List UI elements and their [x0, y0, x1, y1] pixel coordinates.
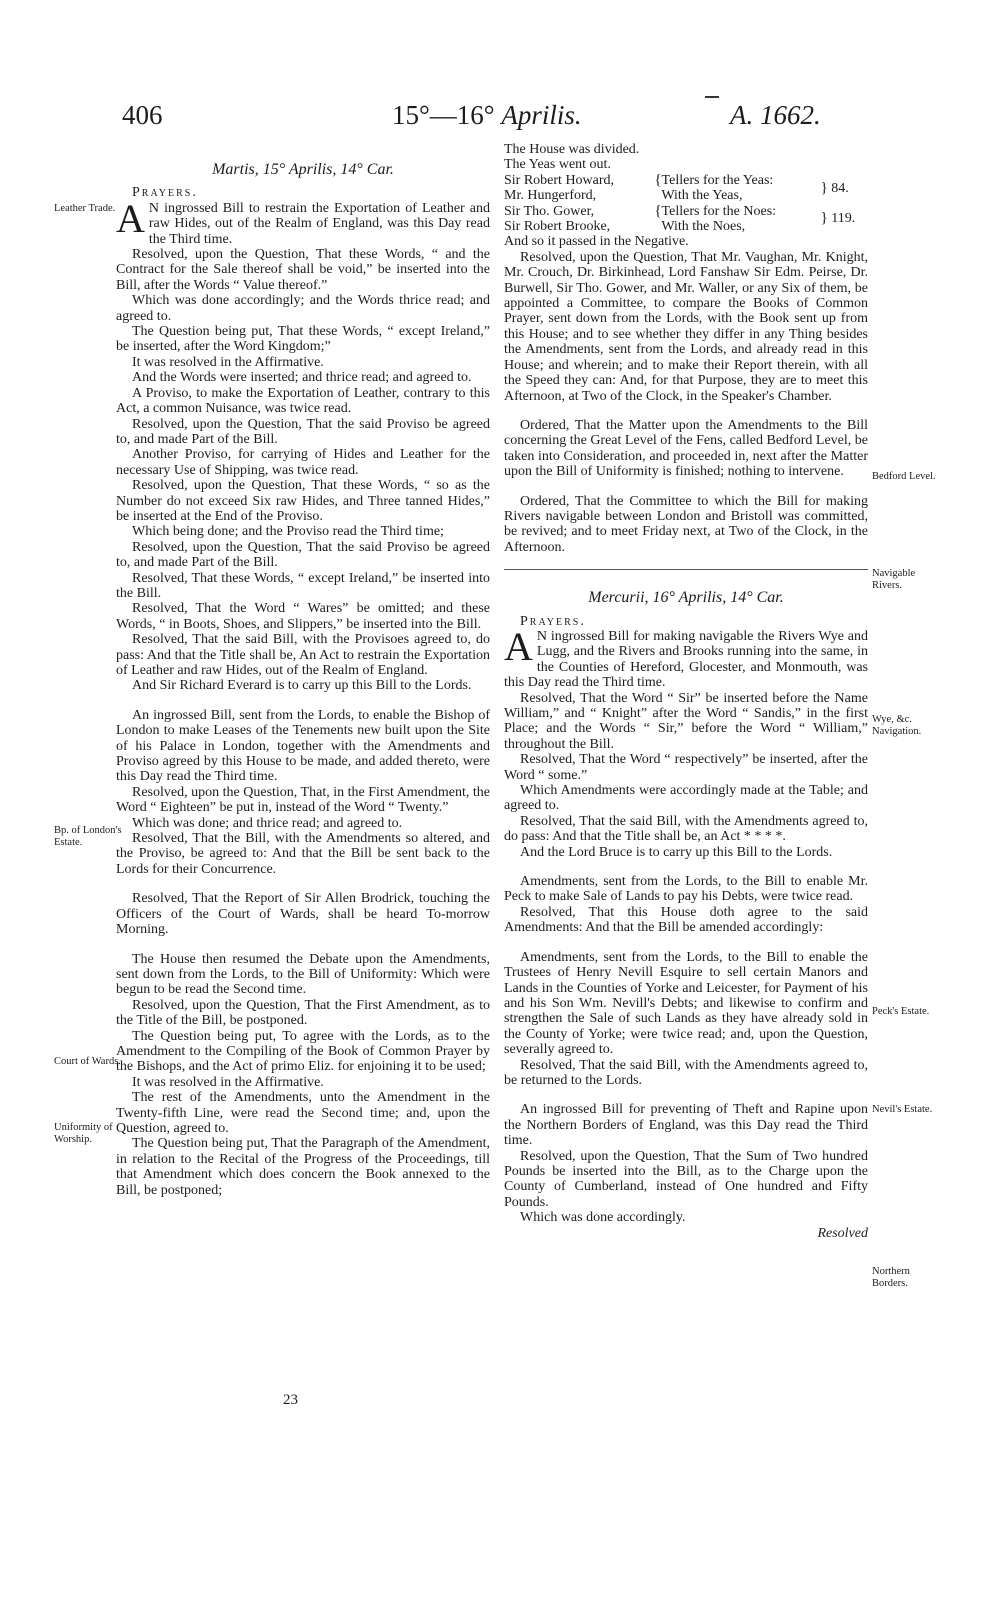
paragraph: And the Words were inserted; and thrice read; and agreed to.: [132, 370, 472, 386]
day-heading-mercurii: Mercurii, 16° Aprilis, 14° Car.: [588, 589, 784, 607]
margin-note-nevils-estate: Nevil's Estate.: [872, 1104, 933, 1115]
paragraph: Resolved, That the said Bill, with the Amendments agreed to, do pass: And that the Title shall be, an Act * * * *.: [504, 813, 868, 845]
teller-name: Sir Robert Brooke,: [504, 219, 611, 235]
paragraph: Which was done accordingly; and the Words thrice read; and agreed to.: [116, 293, 490, 324]
margin-note-uniformity: Uniformity of Worship.: [54, 1122, 113, 1145]
paragraph: The rest of the Amendments, unto the Amendment in the Twenty-fifth Line, were read the Second time; and, upon the Question, agreed to.: [116, 1090, 490, 1136]
paragraph: A N ingrossed Bill for making navigable the Rivers Wye and Lugg, and the Rivers and Brooks running into the same, in the Counties of Hereford, Glocester, and Monmouth, was this Day read the Third time.: [504, 623, 868, 691]
paragraph: The Question being put, That the Paragraph of the Amendment, in relation to the Recital of the Progress of the Proceedings, till that Amendment which does concern the Book annexed to the Bill, be postponed;: [116, 1136, 490, 1198]
paragraph: Resolved, That the Word “ respectively” be inserted, after the Word “ some.”: [504, 752, 868, 783]
paragraph: And the Lord Bruce is to carry up this Bill to the Lords.: [520, 844, 833, 860]
drop-cap: A: [116, 195, 145, 241]
noe-count: } 119.: [820, 210, 856, 227]
paragraph: The Yeas went out.: [504, 157, 611, 173]
teller-name: Sir Tho. Gower,: [504, 203, 595, 219]
margin-note-bedford-level: Bedford Level.: [872, 471, 936, 482]
running-date-month: Aprilis.: [501, 100, 582, 130]
paragraph: A N ingrossed Bill to restrain the Exportation of Leather and raw Hides, out of the Realm of England, was this Day read the Third time.: [116, 195, 490, 247]
paragraph: Resolved, upon the Question, That the Sum of Two hundred Pounds be inserted into the Bill, as to the Charge upon the County of Cumberland, instead of One hundred and Fifty Pounds.: [504, 1148, 868, 1210]
paragraph: Which was done; and thrice read; and agreed to.: [132, 815, 403, 831]
paragraph: Which being done; and the Proviso read the Third time;: [132, 524, 444, 540]
page-number: 406: [122, 100, 163, 130]
paragraph: Resolved, That the said Bill, with the Amendments agreed to, be returned to the Lords.: [504, 1057, 868, 1088]
paragraph: The House was divided.: [504, 142, 640, 157]
paragraph: Resolved, upon the Question, That the said Proviso be agreed to, and made Part of the Bill.: [116, 539, 490, 571]
paragraph: Resolved, That the said Bill, with the Provisoes agreed to, do pass: And that the Title shall be, An Act to restrain the Exportation of Leather and raw Hides, out of the Realm of England.: [116, 632, 490, 678]
paragraph: An ingrossed Bill, sent from the Lords, to enable the Bishop of London to make Leases of the Tenements new built upon the Site of his Palace in London, together with the Amendments and Proviso agreed by this House to be made, and added thereto, were this Day read the Third time.: [116, 707, 490, 785]
paragraph: Resolved, That the Bill, with the Amendments so altered, and the Proviso, be agreed to: And that the Bill be sent back to the Lords for their Concurrence.: [116, 831, 490, 877]
division-tellers: [504, 173, 868, 235]
teller-name: Sir Robert Howard,: [504, 172, 615, 188]
paragraph: It was resolved in the Affirmative.: [132, 354, 324, 370]
paragraph: The House then resumed the Debate upon the Amendments, sent down from the Lords, to the Bill of Uniformity: Which were begun to be read the Second time.: [116, 951, 490, 998]
page-header: [0, 0, 992, 150]
paragraph: The Question being put, To agree with the Lords, as to the Amendment to the Compiling of the Book of Common Prayer by the Bishops, and the Act of primo Eliz. for enjoining it to be used;: [116, 1028, 490, 1075]
paragraph: And so it passed in the Negative.: [504, 234, 689, 250]
teller-name: Mr. Hungerford,: [504, 188, 597, 204]
margin-note-wye-navigation: Wye, &c. Navigation.: [872, 714, 922, 737]
drop-cap: A: [504, 623, 533, 669]
paragraph: Ordered, That the Committee to which the Bill for making Rivers navigable between London and Bristoll was committed, be revived; and to meet Friday next, at Two of the Clock, in the Afternoon.: [504, 493, 868, 555]
paragraph: Amendments, sent from the Lords, to the Bill to enable Mr. Peck to make Sale of Lands to pay his Debts, were twice read.: [504, 874, 868, 905]
paragraph: And Sir Richard Everard is to carry up this Bill to the Lords.: [132, 678, 472, 694]
paragraph: Resolved, upon the Question, That the said Proviso be agreed to, and made Part of the Bill.: [116, 416, 490, 447]
paragraph: Resolved, That these Words, “ except Ireland,” be inserted into the Bill.: [116, 570, 490, 601]
teller-label: With the Yeas,: [661, 188, 743, 204]
teller-label: {Tellers for the Yeas:: [654, 171, 774, 188]
teller-label: With the Noes,: [661, 219, 746, 235]
paragraph: Which Amendments were accordingly made at the Table; and agreed to.: [504, 783, 868, 814]
paragraph: An ingrossed Bill for preventing of Theft and Rapine upon the Northern Borders of England, was this Day read the Third time.: [504, 1102, 868, 1149]
catchword: Resolved: [817, 1225, 868, 1241]
paragraph: Amendments, sent from the Lords, to the Bill to enable the Trustees of Henry Nevill Esquire to sell certain Manors and Lands in the Counties of Yorke and Leicester, for Payment of his and his Son Wm. Nevill's Debts; and likewise to confirm and strengthen the Sale of such Lands as they have already sold in the County of Yorke; were twice read; and, upon the Question, severally agreed to.: [504, 949, 868, 1058]
paragraph: Resolved, upon the Question, That, in the First Amendment, the Word “ Eighteen” be put in, instead of the Word “ Twenty.”: [116, 784, 490, 816]
right-column: [504, 142, 868, 1241]
paragraph: Resolved, upon the Question, That Mr. Vaughan, Mr. Knight, Mr. Crouch, Dr. Birkinhead, Lord Fanshaw Sir Edm. Peirse, Dr. Burwell, Sir Tho. Gower, and Mr. Waller, or any Six of them, be appointed a Committee, to compare the Books of Common Prayer, sent down from the Lords, with the Book sent up from this House; and to see whether they differ in any Thing besides the Amendments, sent from the Lords, and already read in this House; and wherein; and to make their Report therein, with all the Speed they can: And, for that Purpose, they are to meet this Afternoon, at Two of the Clock, in the Speaker's Chamber.: [504, 249, 868, 404]
left-column: [116, 142, 490, 1198]
paragraph: Resolved, That this House doth agree to the said Amendments: And that the Bill be amended accordingly:: [504, 904, 868, 936]
paragraph: A Proviso, to make the Exportation of Leather, contrary to this Act, a common Nuisance, was twice read.: [116, 385, 490, 417]
running-date-days: 15°—16°: [392, 100, 495, 130]
margin-note-bp-london: Bp. of London's Estate.: [54, 825, 122, 848]
paragraph: It was resolved in the Affirmative.: [132, 1074, 324, 1090]
day-heading-martis: Martis, 15° Aprilis, 14° Car.: [212, 161, 394, 178]
paragraph: Resolved, That the Report of Sir Allen Brodrick, touching the Officers of the Court of Wards, shall be heard To-morrow Morning.: [116, 891, 490, 938]
running-year: A. 1662.: [730, 100, 821, 130]
section-divider: [504, 569, 868, 570]
paragraph: Resolved, upon the Question, That these Words, “ and the Contract for the Sale thereof shall be void,” be inserted into the Bill, after the Words “ Value thereof.”: [116, 247, 490, 293]
yea-count: } 84.: [820, 179, 849, 196]
paragraph: The Question being put, That these Words, “ except Ireland,” be inserted, after the Word Kingdom;”: [116, 324, 490, 355]
prayers-label: Prayers.: [132, 185, 198, 201]
printer-signature: 23: [283, 1392, 298, 1408]
margin-note-leather-trade: Leather Trade.: [54, 203, 116, 214]
margin-note-northern-borders: Northern Borders.: [872, 1266, 910, 1289]
margin-note-pecks-estate: Peck's Estate.: [872, 1006, 930, 1017]
margin-note-court-of-wards: Court of Wards.: [54, 1056, 121, 1067]
paragraph: Resolved, upon the Question, That the First Amendment, as to the Title of the Bill, be postponed.: [116, 997, 490, 1029]
paragraph: Resolved, That the Word “ Wares” be omitted; and these Words, “ in Boots, Shoes, and Slippers,” be inserted into the Bill.: [116, 601, 490, 632]
paragraph: Which was done accordingly.: [520, 1210, 686, 1226]
paragraph: Resolved, That the Word “ Sir” be inserted before the Name William,” and “ Knight” after the Word “ Sandis,” in the first Place; and the Words “ Sir,” before the Word “ William,” throughout the Bill.: [504, 690, 868, 752]
teller-label: {Tellers for the Noes:: [654, 202, 777, 219]
margin-note-navigable-rivers: Navigable Rivers.: [872, 568, 916, 591]
paragraph: Resolved, upon the Question, That these Words, “ so as the Number do not exceed Six raw Hides, and Three tanned Hides,” be inserted at the End of the Proviso.: [116, 478, 490, 524]
paragraph: Ordered, That the Matter upon the Amendments to the Bill concerning the Great Level of the Fens, called Bedford Level, be taken into Consideration, and proceeded in, next after the Matter upon the Bill of Uniformity is finished; nothing to intervene.: [504, 417, 868, 480]
paragraph: Another Proviso, for carrying of Hides and Leather for the necessary Use of Shipping, was twice read.: [116, 447, 490, 478]
running-date: [392, 100, 582, 131]
header-dash: [705, 96, 719, 98]
prayers-label: Prayers.: [520, 613, 586, 629]
